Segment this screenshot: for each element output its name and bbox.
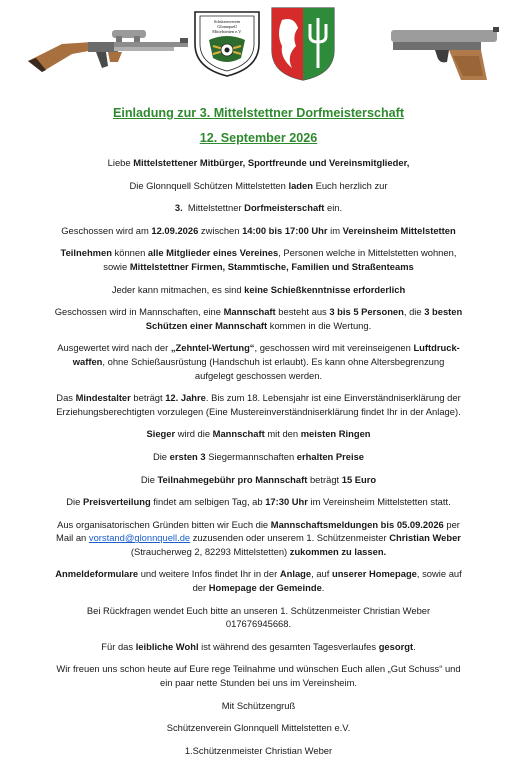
text-bold: laden <box>288 179 313 191</box>
text: Mittelstettner <box>182 202 245 214</box>
text: und weitere Infos findet Ihr in der <box>138 568 280 580</box>
text: können <box>111 247 148 259</box>
text-bold: Mittelstettner Firmen, Stammtische, Familien und Straßenteams <box>129 260 414 272</box>
text-bold: 12.09.2026 <box>151 224 199 236</box>
text-bold: keine Schießkenntnisse erforderlich <box>244 283 406 295</box>
text: ist während des gesamten Tagesverlaufes <box>198 640 379 652</box>
text: zuzusenden oder unserem 1. Schützenmeister <box>190 532 390 544</box>
text: Geschossen wird in Mannschaften, eine <box>54 306 224 318</box>
text: im Vereinsheim Mittelstetten statt. <box>307 496 451 508</box>
text-bold: 3 besten <box>424 306 463 318</box>
text-bold: 17:30 Uhr <box>265 496 308 508</box>
paragraph-award-ceremony <box>10 495 507 509</box>
club-crest-emblem <box>191 6 263 78</box>
paragraph-invite <box>10 179 507 193</box>
text: Jeder kann mitmachen, es sind <box>111 283 245 295</box>
text-bold: erhalten Preise <box>296 450 365 462</box>
paragraph-winner <box>10 427 507 441</box>
text: im <box>327 224 343 236</box>
paragraph-scoring <box>10 341 507 382</box>
text-bold: Mannschaft <box>223 306 276 318</box>
text: per <box>443 518 460 530</box>
text: . Bis zum 18. Lebensjahr ist eine Einverständniserklärung der <box>205 392 461 404</box>
club-crest-text-line-1: Schützenverein <box>213 19 241 24</box>
paragraph-looking-forward <box>10 662 507 689</box>
text: Die Glonnquell Schützen Mittelstetten <box>129 179 289 191</box>
text-bold: gesorgt <box>378 640 414 652</box>
text: mit den <box>264 428 301 440</box>
club-crest-text-line-3: Mittelstetten e.V. <box>212 29 242 34</box>
text: ein paar nette Stunden bei uns im Vereinsheim. <box>160 677 357 689</box>
text: Siegermannschaften <box>205 450 297 462</box>
text-bold: Sieger <box>146 428 176 440</box>
text: , ohne Schießausrüstung (Handschuh ist erlaubt). Es kann ohne Altersbegrenzung <box>102 355 445 367</box>
paragraph-registration <box>10 518 507 559</box>
paragraph-participants <box>10 246 507 273</box>
closing-organization: Schützenverein Glonnquell Mittelstetten e.V. <box>166 722 351 734</box>
phone-number: 017676945668. <box>225 618 292 630</box>
invitation-title: Einladung zur 3. Mittelstettner Dorfmeisterschaft <box>112 106 405 120</box>
text: ein. <box>324 202 343 214</box>
text: Ausgewertet wird nach der <box>57 342 171 354</box>
text: (Straucherweg 2, 82293 Mittelstetten) <box>130 545 290 557</box>
text: Euch herzlich zur <box>312 179 388 191</box>
text-bold: Preisverteilung <box>82 496 151 508</box>
text: Geschossen wird am <box>61 224 152 236</box>
text-bold: Vereinsheim Mittelstetten <box>342 224 456 236</box>
text: besteht aus <box>275 306 330 318</box>
text: Die <box>66 496 83 508</box>
text: kommen in die Wertung. <box>267 319 372 331</box>
paragraph-greeting <box>10 156 507 170</box>
text-bold: Anlage <box>279 568 312 580</box>
text: sowie <box>103 260 130 272</box>
text: findet am selbigen Tag, ab <box>150 496 266 508</box>
text-bold: Anmeldeformulare <box>55 568 139 580</box>
text-bold: meisten Ringen <box>300 428 371 440</box>
text: wird die <box>175 428 213 440</box>
text: , geschossen wird mit vereinseigenen <box>254 342 414 354</box>
invitation-body <box>10 106 507 766</box>
text: Erziehungsberechtigten vorzulegen (Eine Mustereinverständniserklärung findet Ihr in der Anlage). <box>56 405 461 417</box>
text: der <box>192 582 209 594</box>
paragraph-date-time <box>10 224 507 238</box>
paragraph-catering <box>10 640 507 654</box>
paragraph-prizes <box>10 450 507 464</box>
text: Die <box>140 473 158 485</box>
text-bold: 3 bis 5 Personen <box>329 306 404 318</box>
text-bold: ersten 3 <box>169 450 206 462</box>
text: Bei Rückfragen wendet Euch bitte an unseren 1. Schützenmeister Christian Weber <box>86 604 431 616</box>
text: , sowie auf <box>416 568 462 580</box>
text-bold: Mannschaft <box>212 428 265 440</box>
text: Aus organisatorischen Gründen bitten wir Euch die <box>57 518 271 530</box>
text: zwischen <box>198 224 243 236</box>
paragraph-everyone <box>10 283 507 297</box>
text: beträgt <box>130 392 166 404</box>
header-logos <box>0 0 517 98</box>
paragraph-championship <box>10 201 507 215</box>
text-bold: alle Mitglieder eines Vereines <box>147 247 279 259</box>
text-bold: Mittelstettener Mitbürger, Sportfreunde und Vereinsmitglieder, <box>133 157 410 168</box>
text: Mail an <box>56 532 89 544</box>
text-bold: Teilnehmen <box>60 247 112 259</box>
paragraph-contact <box>10 604 507 631</box>
closing-greeting: Mit Schützengruß <box>221 699 296 711</box>
text-bold: 3. <box>174 202 183 214</box>
text: beträgt <box>307 473 342 485</box>
paragraph-minimum-age <box>10 391 507 418</box>
text-bold: 14:00 bis 17:00 Uhr <box>242 224 328 236</box>
paragraph-fee <box>10 473 507 487</box>
text-bold: Luftdruck- <box>413 342 460 354</box>
municipality-coat-of-arms <box>270 6 336 82</box>
air-pistol-image <box>383 22 505 84</box>
text: . <box>413 640 416 652</box>
text: Das <box>56 392 76 404</box>
text: aufgelegt geschossen werden. <box>194 369 323 381</box>
text-bold: 15 Euro <box>341 473 377 485</box>
text-bold: „Zehntel-Wertung“ <box>170 342 255 354</box>
event-date-heading: 12. September 2026 <box>199 131 318 145</box>
air-rifle-image <box>22 6 192 86</box>
text: , die <box>403 306 425 318</box>
text-bold: waffen <box>72 355 103 367</box>
club-crest-text-line-2: Glonnquell <box>217 24 237 29</box>
text: , auf <box>311 568 332 580</box>
paragraph-forms <box>10 567 507 594</box>
text-bold: Mannschaftsmeldungen bis 05.09.2026 <box>270 518 444 530</box>
text: Für das <box>101 640 136 652</box>
text-bold: Mindestalter <box>75 392 131 404</box>
text-bold: Dorfmeisterschaft <box>244 202 325 214</box>
text: Liebe <box>107 157 134 168</box>
text-bold: Homepage der Gemeinde <box>208 582 322 594</box>
text: Die <box>152 450 170 462</box>
text-bold: zukommen zu lassen. <box>289 545 387 557</box>
text-bold: leibliche Wohl <box>135 640 199 652</box>
closing-signer: 1.Schützenmeister Christian Weber <box>184 744 333 756</box>
text-bold: Schützen einer Mannschaft <box>145 319 268 331</box>
text: Wir freuen uns schon heute auf Eure rege Teilnahme und wünschen Euch allen „Gut Schuss“ und <box>56 663 461 675</box>
text-bold: 12. Jahre <box>165 392 206 404</box>
paragraph-teams <box>10 305 507 332</box>
text: . <box>321 582 325 594</box>
text-bold: unserer Homepage <box>331 568 417 580</box>
text: , Personen welche in Mittelstetten wohnen, <box>278 247 457 259</box>
text-bold: Christian Weber <box>389 532 461 544</box>
email-link[interactable]: vorstand@glonnquell.de <box>88 532 191 544</box>
text-bold: Teilnahmegebühr pro Mannschaft <box>157 473 308 485</box>
